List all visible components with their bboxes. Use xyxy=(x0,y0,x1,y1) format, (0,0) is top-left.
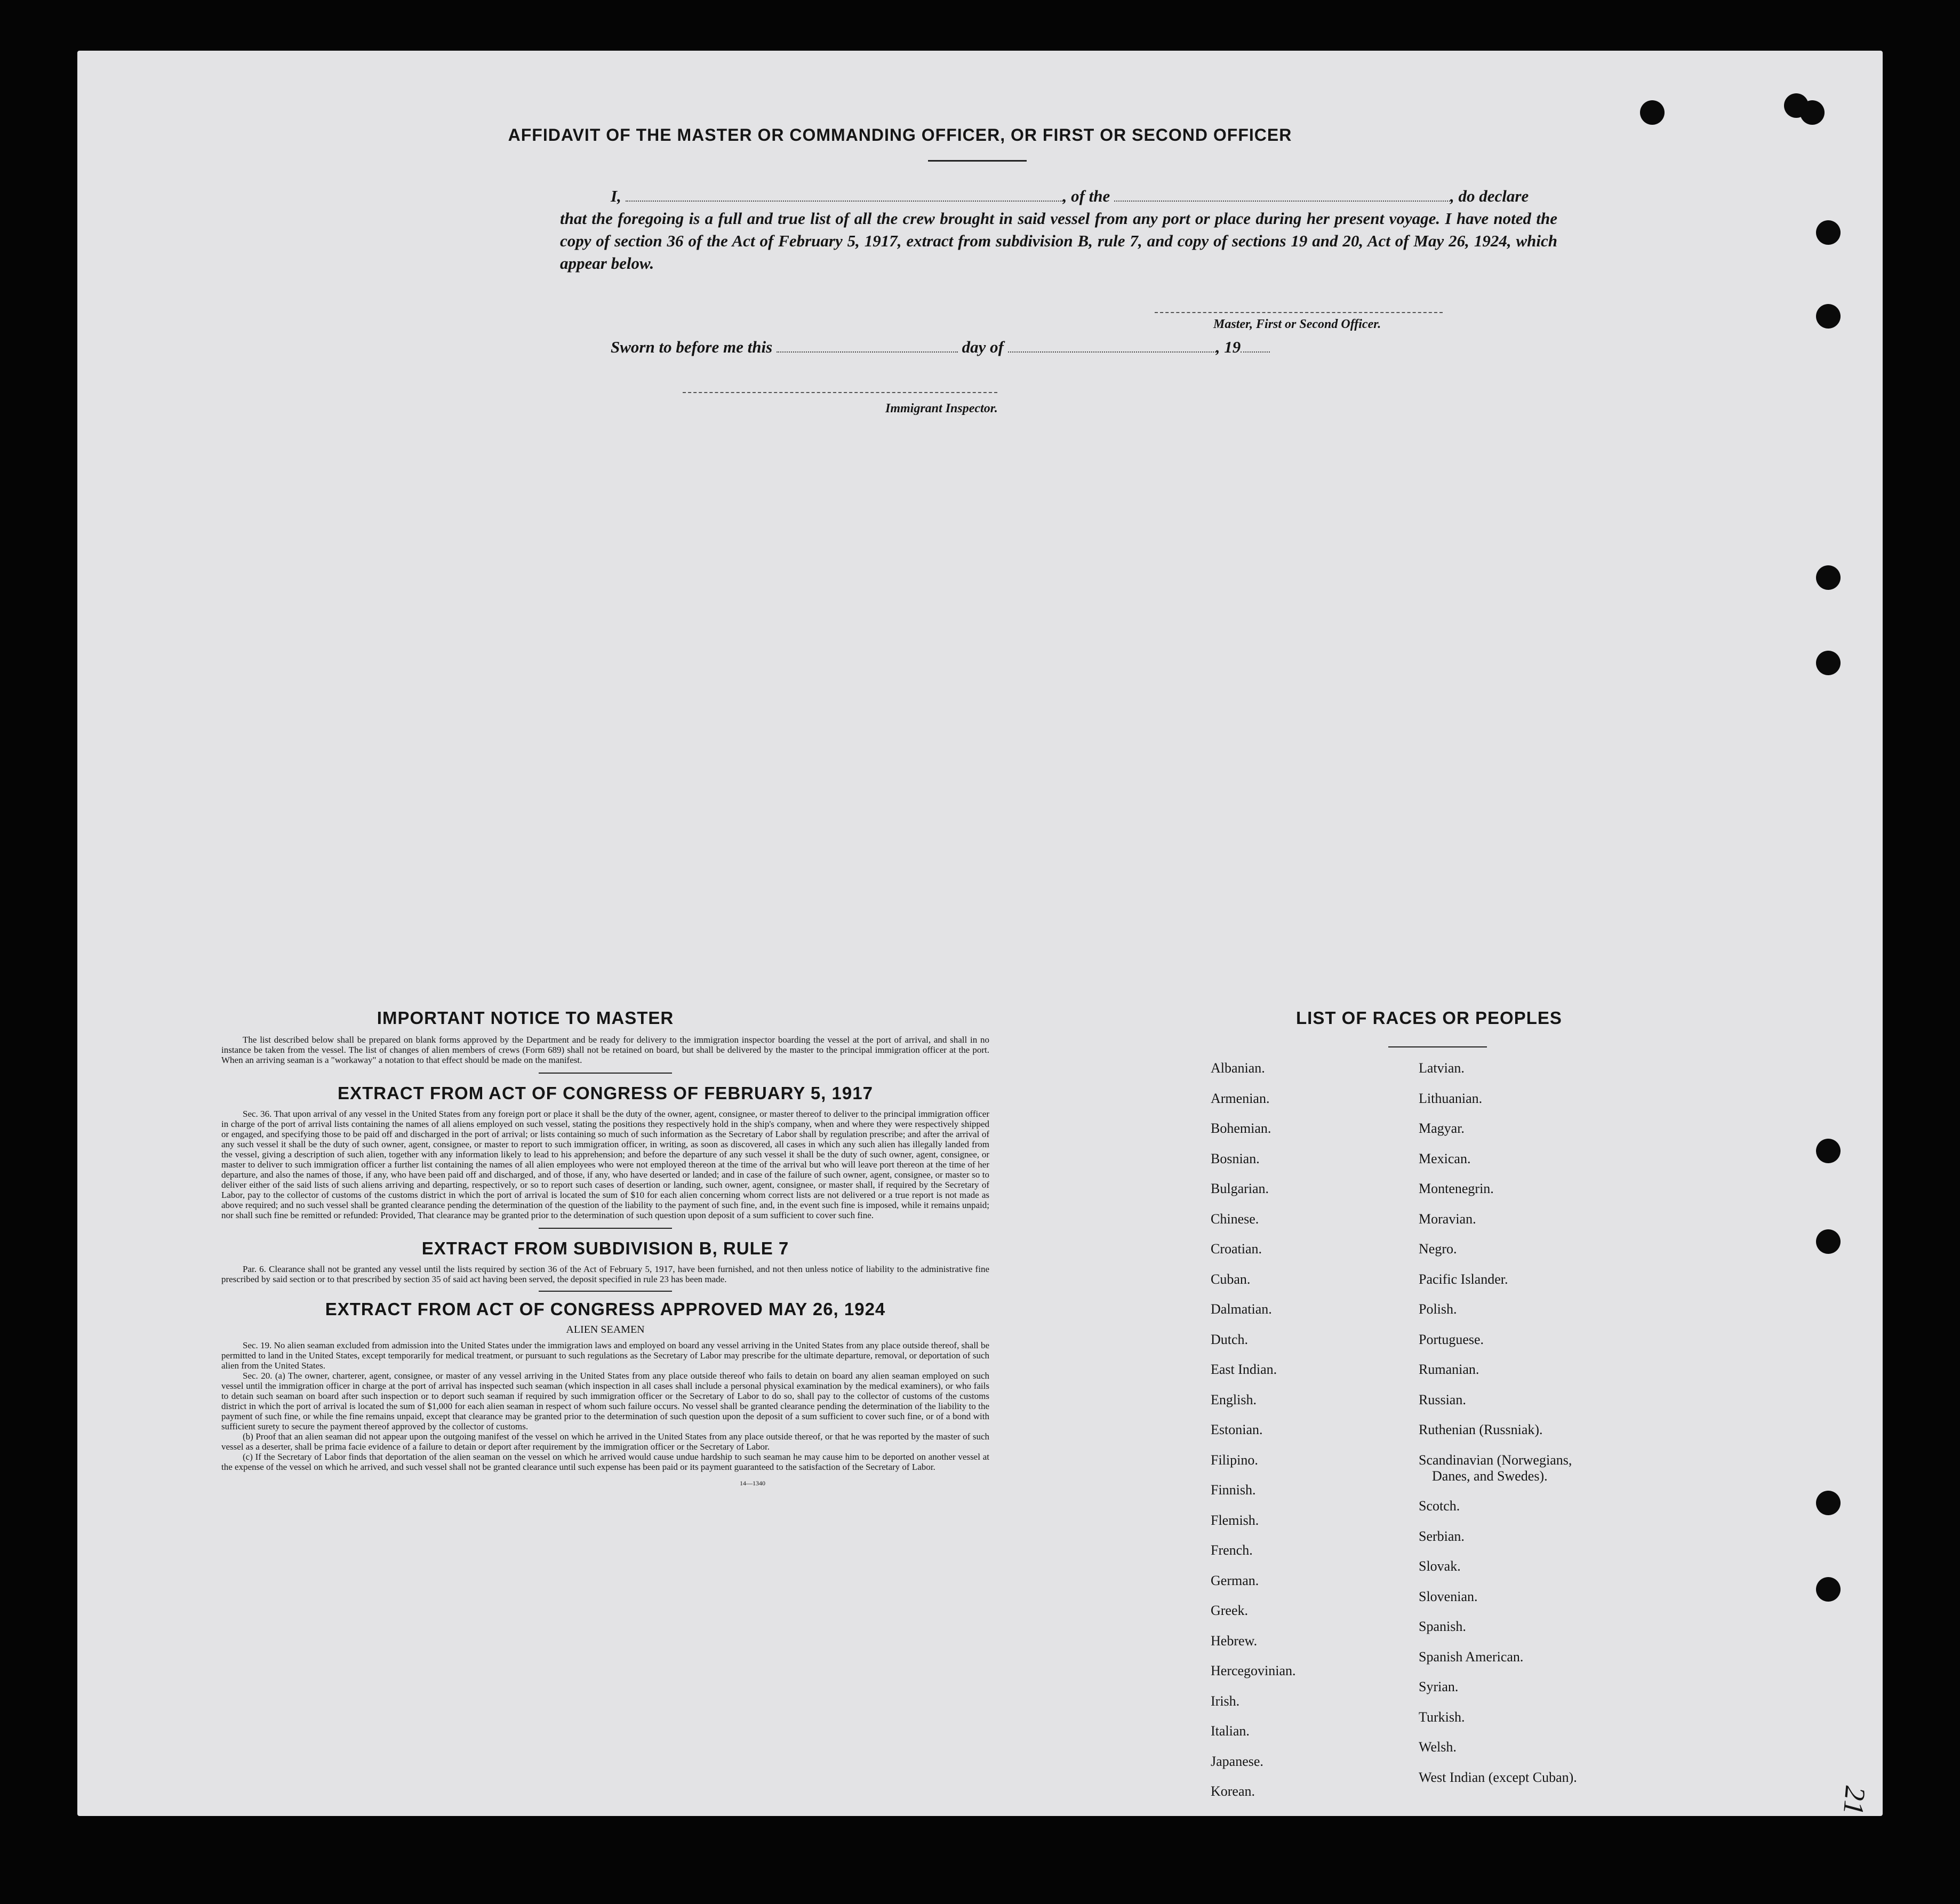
notice-text: The list described below shall be prepared on blank forms approved by the Department and be ready for delivery to the immigration inspector boarding the vessel at the port of arrival, and shall in no instance be taken from the vessel. The list of changes of alien members of crews (Form 689) shall not be retained on board, but shall be delivered by the master to the principal immigration officer at the port. When an arriving seaman is a "workaway" a notation to that effect should be made on the manifest. xyxy=(221,1035,989,1065)
race-item: Hercegovinian. xyxy=(1211,1663,1296,1678)
race-item: Armenian. xyxy=(1211,1090,1270,1106)
race-item: Lithuanian. xyxy=(1419,1090,1483,1106)
punch-hole xyxy=(1816,651,1841,675)
sec20b-text: (b) Proof that an alien seaman did not appear upon the outgoing manifest of the vessel on which he arrived in the United States from any place outside thereof, or that he was reported by the master of such vessel as a deserter, shall be prima facie evidence of a failure to detain or deport after requirement by the immigration officer or the Secretary of Labor. xyxy=(221,1431,989,1452)
divider xyxy=(539,1228,672,1229)
punch-hole xyxy=(1816,1229,1841,1254)
punch-hole xyxy=(1816,1139,1841,1163)
master-caption: Master, First or Second Officer. xyxy=(1213,317,1381,331)
race-item: Greek. xyxy=(1211,1603,1249,1618)
race-item: Turkish. xyxy=(1419,1709,1465,1725)
race-item: Filipino. xyxy=(1211,1452,1258,1468)
race-item: Finnish. xyxy=(1211,1482,1256,1498)
race-item: Polish. xyxy=(1419,1301,1457,1317)
race-item: Scotch. xyxy=(1419,1498,1460,1514)
alien-seamen-subtitle: ALIEN SEAMEN xyxy=(566,1324,645,1335)
race-item: Magyar. xyxy=(1419,1121,1465,1136)
race-item: Portuguese. xyxy=(1419,1331,1484,1347)
race-item: Ruthenian (Russniak). xyxy=(1419,1422,1543,1437)
race-item: Slovenian. xyxy=(1419,1588,1478,1604)
punch-hole xyxy=(1640,100,1665,125)
race-item: East Indian. xyxy=(1211,1362,1277,1377)
punch-hole xyxy=(1800,100,1825,125)
race-item: Korean. xyxy=(1211,1783,1255,1799)
month-blank xyxy=(1008,340,1216,353)
divider xyxy=(539,1291,672,1292)
affidavit-declare: , do declare xyxy=(1450,187,1529,205)
day-of-label: day of xyxy=(962,338,1004,356)
race-item: Chinese. xyxy=(1211,1211,1259,1227)
rule7-text: Par. 6. Clearance shall not be granted any vessel until the lists required by section 36 of the Act of February 5, 1917, have been furnished, and not then unless notice of liability to the administrative fine prescribed by said section or to that prescribed by section 35 of said act having been served, the deposit specified in rule 23 has been made. xyxy=(221,1264,989,1284)
race-item: Moravian. xyxy=(1419,1211,1476,1227)
race-item: Spanish. xyxy=(1419,1619,1466,1634)
sworn-label: Sworn to before me this xyxy=(611,338,773,356)
title-rule xyxy=(928,160,1027,162)
notices-column xyxy=(221,1008,989,1494)
races-title: LIST OF RACES OR PEOPLES xyxy=(1296,1008,1562,1028)
race-item: Estonian. xyxy=(1211,1422,1263,1437)
race-item: Slovak. xyxy=(1419,1558,1461,1574)
race-item: Dutch. xyxy=(1211,1331,1249,1347)
race-item: Flemish. xyxy=(1211,1512,1259,1528)
race-item: German. xyxy=(1211,1572,1259,1588)
race-item: Irish. xyxy=(1211,1693,1240,1709)
affidavit-body: that the foregoing is a full and true list of all the crew brought in said vessel from any port or place during her present voyage. I have noted the copy of section 36 of the Act of February 5, 1917, extract from subdivision B, rule 7, and copy of sections 19 and 20, Act of May 26, 1924, which appear below. xyxy=(560,209,1557,273)
races-title-rule xyxy=(1388,1046,1487,1047)
race-item: English. xyxy=(1211,1391,1257,1407)
vessel-blank xyxy=(1114,189,1450,202)
affidavit-title: AFFIDAVIT OF THE MASTER OR COMMANDING OFFICER, OR FIRST OR SECOND OFFICER xyxy=(508,125,1292,145)
race-item: Latvian. xyxy=(1419,1060,1465,1076)
form-number: 14—1340 xyxy=(740,1479,765,1487)
sec19-text: Sec. 19. No alien seaman excluded from admission into the United States under the immigration laws and employed on board any vessel arriving in the United States from any place outside thereof, shall be permitted to land in the United States, except temporarily for medical treatment, or pursuant to such regulations as the Secretary of Labor may prescribe for the ultimate departure, removal, or deportation of such alien from the United States. xyxy=(221,1340,989,1371)
document-page xyxy=(77,51,1883,1816)
margin-handwritten-number: 21 xyxy=(1837,1785,1872,1817)
punch-hole xyxy=(1816,1577,1841,1602)
race-item: Mexican. xyxy=(1419,1150,1471,1166)
name-blank xyxy=(626,189,1063,202)
sec20c-text: (c) If the Secretary of Labor finds that deportation of the alien seaman on the vessel on which he arrived would cause undue hardship to such seaman he may cause him to be deported on another vessel at the expense of the vessel on which he arrived, and such vessel shall not be granted clearance until such expense has been paid or its payment guaranteed to the satisfaction of the Secretary of Labor. xyxy=(221,1452,989,1472)
punch-hole xyxy=(1816,220,1841,245)
race-item: Cuban. xyxy=(1211,1271,1251,1287)
sworn-line xyxy=(611,336,1357,358)
punch-hole xyxy=(1816,565,1841,590)
race-item: Scandinavian (Norwegians, xyxy=(1419,1452,1572,1468)
notice-title: IMPORTANT NOTICE TO MASTER xyxy=(377,1008,674,1028)
race-item: Hebrew. xyxy=(1211,1633,1258,1649)
day-blank xyxy=(777,340,958,353)
race-item: West Indian (except Cuban). xyxy=(1419,1769,1577,1785)
master-signature-line xyxy=(1155,312,1443,313)
affidavit-of-the: , of the xyxy=(1062,187,1110,205)
race-item: Welsh. xyxy=(1419,1739,1457,1755)
race-item: Danes, and Swedes). xyxy=(1432,1468,1548,1484)
race-item: Russian. xyxy=(1419,1391,1466,1407)
race-item: Italian. xyxy=(1211,1723,1250,1739)
affidavit-text xyxy=(560,185,1557,275)
race-item: Bohemian. xyxy=(1211,1121,1271,1136)
inspector-signature-line xyxy=(683,392,997,393)
race-item: Pacific Islander. xyxy=(1419,1271,1508,1287)
punch-hole xyxy=(1816,304,1841,329)
punch-hole xyxy=(1816,1491,1841,1515)
affidavit-i: I, xyxy=(611,187,621,205)
year-blank xyxy=(1241,340,1270,353)
sec20a-text: Sec. 20. (a) The owner, charterer, agent, consignee, or master of any vessel arriving in the United States from any place outside thereof who fails to detain on board any alien seaman employed on such vessel until the immigration officer in charge at the port of arrival has inspected such seaman (which inspection in all cases shall include a personal physical examination by the medical examiners), or who fails to detain such seaman on board after such inspection or to deport such seaman if required by such immigration officer or the Secretary of Labor to do so, shall pay to the collector of customs of the customs district in which the port of arrival is located the sum of $1,000 for each alien seaman in respect of whom such failure occurs. No vessel shall be granted clearance pending the determination of the liability to the payment of such fine, or while the fine remains unpaid, except that clearance may be granted prior to the determination of such question upon the deposit of a sum sufficient to cover such fine, or of a bond with sufficient surety to secure the payment thereof approved by the collector of customs. xyxy=(221,1371,989,1431)
race-item: Dalmatian. xyxy=(1211,1301,1272,1317)
extract-1924-title: EXTRACT FROM ACT OF CONGRESS APPROVED MAY 26, 1924 xyxy=(325,1299,886,1319)
race-item: Spanish American. xyxy=(1419,1649,1524,1665)
race-item: Croatian. xyxy=(1211,1241,1262,1257)
race-item: Syrian. xyxy=(1419,1679,1459,1694)
race-item: Rumanian. xyxy=(1419,1362,1479,1377)
race-item: Bulgarian. xyxy=(1211,1181,1269,1196)
race-item: Bosnian. xyxy=(1211,1150,1260,1166)
race-item: Montenegrin. xyxy=(1419,1181,1494,1196)
year-label: , 19 xyxy=(1215,338,1241,356)
inspector-caption: Immigrant Inspector. xyxy=(885,402,998,415)
rule7-title: EXTRACT FROM SUBDIVISION B, RULE 7 xyxy=(421,1238,789,1258)
race-item: Japanese. xyxy=(1211,1753,1263,1769)
race-item: French. xyxy=(1211,1542,1253,1558)
race-item: Serbian. xyxy=(1419,1528,1465,1544)
extract-1917-text: Sec. 36. That upon arrival of any vessel in the United States from any foreign port or place it shall be the duty of the owner, agent, consignee, or master thereof to deliver to the principal immigration officer in charge of the port of arrival lists containing the names of all aliens employed on such vessel, stating the positions they respectively hold in the ship's company, when and where they were respectively shipped or engaged, and specifying those to be paid off and discharged in the port of arrival; or lists containing so much of such information as the Secretary of Labor shall by regulation prescribe; and after the arrival of any such vessel it shall be the duty of such owner, agent, consignee, or master to report to such immigration officer, in writing, as soon as discovered, all cases in which any such alien has illegally landed from the vessel, giving a description of such alien, together with any information likely to lead to his apprehension; and before the departure of any such vessel it shall be the duty of such owner, agent, consignee, or master to deliver to such immigration officer a further list containing the names of all alien employees who were not employed thereon at the time of the arrival but who will leave port thereon at the time of her departure, and also the names of those, if any, who have been paid off and discharged, and of those, if any, who have deserted or landed; and in case of the failure of such owner, agent, consignee, or master so to deliver either of the said lists of such aliens arriving and departing, respectively, or so to report such cases of desertion or landing, such owner, agent, consignee, or master shall, if required by the Secretary of Labor, pay to the collector of customs of the customs district in which the port of arrival is located the sum of $10 for each alien concerning whom correct lists are not delivered or a true report is not made as above required; and no such vessel shall be granted clearance pending the determination of the question of the liability to the payment of such fine, and, in the event such fine is imposed, while it remains unpaid; nor shall such fine be remitted or refunded: Provided, That clearance may be granted prior to the determination of such question upon deposit of a sum sufficient to cover such fine. xyxy=(221,1109,989,1220)
extract-1917-title: EXTRACT FROM ACT OF CONGRESS OF FEBRUARY 5, 1917 xyxy=(338,1083,873,1103)
divider xyxy=(539,1073,672,1074)
race-item: Negro. xyxy=(1419,1241,1457,1257)
race-item: Albanian. xyxy=(1211,1060,1265,1076)
